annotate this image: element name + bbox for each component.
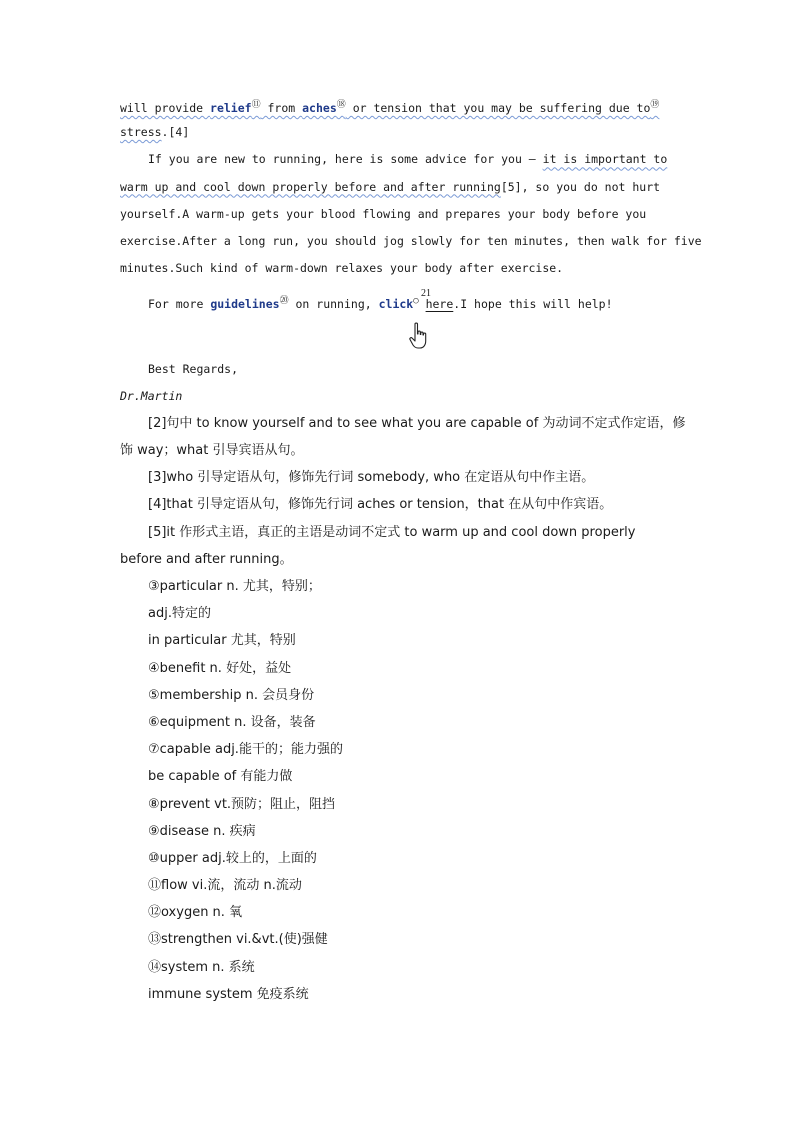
vocab-item: ⑩upper adj.较上的，上面的: [148, 850, 317, 866]
vocab-item: be capable of 有能力做: [148, 769, 293, 785]
text-segment: will provide: [120, 101, 211, 115]
footnote-mark: ○: [413, 296, 419, 307]
passage-line-1: [120, 92, 675, 119]
text-segment: .I hope this will help!: [453, 297, 613, 312]
closing-line: Best Regards,: [148, 361, 239, 376]
note-5b: before and after running。: [120, 551, 293, 567]
vocab-item: ⑦capable adj.能干的；能力强的: [148, 742, 343, 758]
passage-line-2: [120, 119, 675, 146]
text-segment: or tension that you may be suffering due to: [345, 101, 651, 115]
text-segment: from: [260, 101, 303, 115]
footnote-number-21: 21: [421, 288, 431, 299]
passage-line-8: [120, 288, 675, 315]
vocab-item: ④benefit n. 好处，益处: [148, 660, 292, 676]
keyword-relief[interactable]: relief: [210, 101, 252, 115]
keyword-click[interactable]: click: [378, 297, 414, 312]
signature-line: Dr.Martin: [120, 388, 183, 403]
text-segment: on running,: [288, 297, 379, 312]
vocab-item: ⑤membership n. 会员身份: [148, 687, 315, 703]
vocabulary-list: [120, 573, 675, 1008]
passage-line-6: exercise.After a long run, you should jog slowly for ten minutes, then walk for five: [120, 233, 702, 248]
spacer: [120, 316, 675, 356]
vocab-item: ⑥equipment n. 设备，装备: [148, 714, 316, 730]
text-segment: stress: [120, 125, 162, 140]
text-segment: warm up and cool down properly before and after running: [120, 179, 501, 194]
note-2b: 饰 way；what 引导宾语从句。: [120, 443, 304, 459]
vocab-item: ⑭system n. 系统: [148, 959, 255, 975]
note-4: [4]that 引导定语从句，修饰先行词 aches or tension，that 在从句中作宾语。: [148, 497, 613, 513]
footnote-mark: ⑪: [251, 100, 261, 110]
note-5a: [5]it 作形式主语，真正的主语是动词不定式 to warm up and cool down properly: [148, 524, 636, 540]
vocab-item: ⑨disease n. 疾病: [148, 823, 256, 839]
passage-line-5: yourself.A warm-up gets your blood flowing and prepares your body before you: [120, 206, 647, 221]
passage-line-4: [120, 174, 675, 201]
text-segment: it is important to: [542, 152, 668, 167]
vocab-item: ⑪flow vi.流，流动 n.流动: [148, 878, 302, 894]
vocab-item: immune system 免疫系统: [148, 986, 309, 1002]
text-segment: .[4]: [161, 125, 190, 140]
keyword-aches[interactable]: aches: [302, 101, 337, 115]
vocab-item: ⑬strengthen vi.&vt.(使)强健: [148, 932, 328, 948]
vocab-item: ③particular n. 尤其，特别；: [148, 579, 321, 594]
vocab-item: in particular 尤其，特别: [148, 633, 296, 649]
footnote-mark: ⑱: [336, 100, 346, 110]
text-segment: [5], so you do not hurt: [500, 179, 661, 194]
vocab-item: ⑫oxygen n. 氧: [148, 905, 243, 921]
text-segment: For more: [148, 297, 211, 312]
text-segment: If you are new to running, here is some advice for you —: [148, 152, 543, 167]
vocab-item: adj.特定的: [148, 606, 211, 622]
document-page: [120, 92, 702, 1008]
vocab-item: ⑧prevent vt.预防；阻止，阻挡: [148, 796, 336, 812]
footnote-mark: ⑳: [279, 296, 289, 307]
keyword-guidelines[interactable]: guidelines: [210, 297, 280, 312]
footnote-mark: ⑲: [650, 100, 660, 110]
note-3: [3]who 引导定语从句，修饰先行词 somebody, who 在定语从句中作主语。: [148, 470, 595, 486]
note-2a: [2]句中 to know yourself and to see what you are capable of 为动词不定式作定语，修: [148, 415, 686, 431]
passage-line-3: [120, 146, 675, 173]
hand-pointer-icon: [408, 322, 430, 350]
here-link[interactable]: here: [425, 297, 454, 312]
passage-line-7: minutes.Such kind of warm-down relaxes your body after exercise.: [120, 261, 564, 276]
